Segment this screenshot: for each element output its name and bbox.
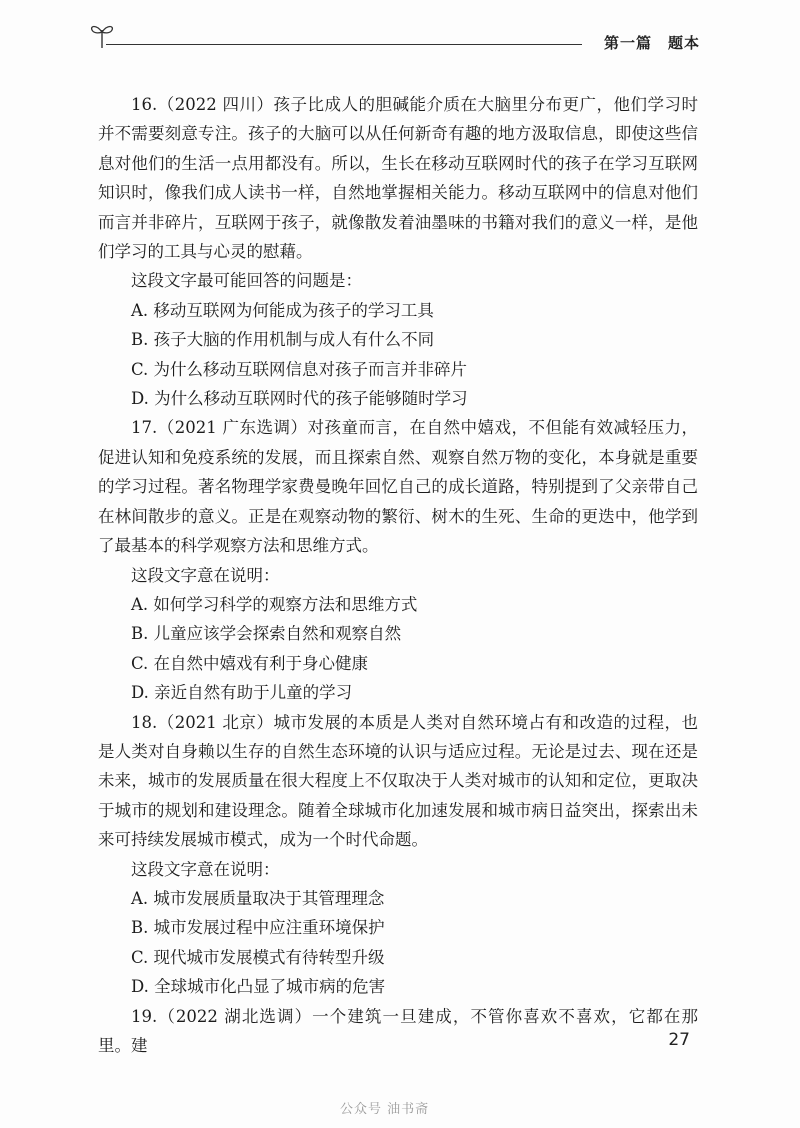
question-16-option-b: B. 孩子大脑的作用机制与成人有什么不同 — [131, 330, 435, 350]
page-header — [88, 20, 700, 52]
question-17-option-b: B. 儿童应该学会探索自然和观察自然 — [131, 624, 402, 644]
question-16-passage: 16.（2022 四川）孩子比成人的胆碱能介质在大脑里分布更广，他们学习时并不需要刻意专注。孩子的大脑可以从任何新奇有趣的地方汲取信息，即使这些信息对他们的生活一点用都没有。所以，生长在移动互联网时代的孩子在学习互联网知识时，像我们成人读书一样，自然地掌握相关能力。移动互联网中的信息对他们而言并非碎片，互联网于孩子，就像散发着油墨味的书籍对我们的意义一样，是他们学习的工具与心灵的慰藉。 — [98, 95, 698, 262]
question-17-prompt: 这段文字意在说明： — [131, 565, 280, 585]
question-18-option-b: B. 城市发展过程中应注重环境保护 — [131, 918, 385, 938]
question-18-prompt: 这段文字意在说明： — [131, 859, 280, 879]
question-19-passage: 19.（2022 湖北选调）一个建筑一旦建成，不管你喜欢不喜欢，它都在那里。建 — [98, 1006, 698, 1055]
question-18-passage: 18.（2021 北京）城市发展的本质是人类对自然环境占有和改造的过程，也是人类对自身赖以生存的自然生态环境的认识与适应过程。无论是过去、现在还是未来，城市的发展质量在很大程度上不仅取决于人类对城市的认知和定位，更取决于城市的规划和建设理念。随着全球城市化加速发展和城市病日益突出，探索出未来可持续发展城市模式，成为一个时代命题。 — [98, 712, 698, 850]
question-17-passage: 17.（2021 广东选调）对孩童而言，在自然中嬉戏，不但能有效减轻压力，促进认知和免疫系统的发展，而且探索自然、观察自然万物的变化，本身就是重要的学习过程。著名物理学家费曼晚年回忆自己的成长道路，特别提到了父亲带自己在林间散步的意义。正是在观察动物的繁衍、树木的生死、生命的更迭中，他学到了最基本的科学观察方法和思维方式。 — [98, 418, 698, 556]
question-17-option-c: C. 在自然中嬉戏有利于身心健康 — [131, 653, 369, 673]
section-title: 第一篇 题本 — [603, 34, 700, 52]
page-number: 27 — [668, 1030, 690, 1050]
watermark: 公众号 油书斋 — [340, 1102, 430, 1117]
question-18-option-c: C. 现代城市发展模式有待转型升级 — [131, 947, 385, 967]
question-18-option-a: A. 城市发展质量取决于其管理理念 — [131, 888, 385, 908]
question-17-option-d: D. 亲近自然有助于儿童的学习 — [131, 683, 353, 703]
header-rule — [106, 44, 582, 45]
question-17-option-a: A. 如何学习科学的观察方法和思维方式 — [131, 594, 418, 614]
question-16-option-d: D. 为什么移动互联网时代的孩子能够随时学习 — [131, 389, 468, 409]
question-16-option-c: C. 为什么移动互联网信息对孩子而言并非碎片 — [131, 359, 468, 379]
sprout-icon — [88, 20, 116, 50]
question-16-prompt: 这段文字最可能回答的问题是： — [131, 271, 362, 291]
question-18-option-d: D. 全球城市化凸显了城市病的危害 — [131, 977, 386, 997]
question-16-option-a: A. 移动互联网为何能成为孩子的学习工具 — [131, 300, 434, 320]
page-content — [98, 90, 698, 1060]
